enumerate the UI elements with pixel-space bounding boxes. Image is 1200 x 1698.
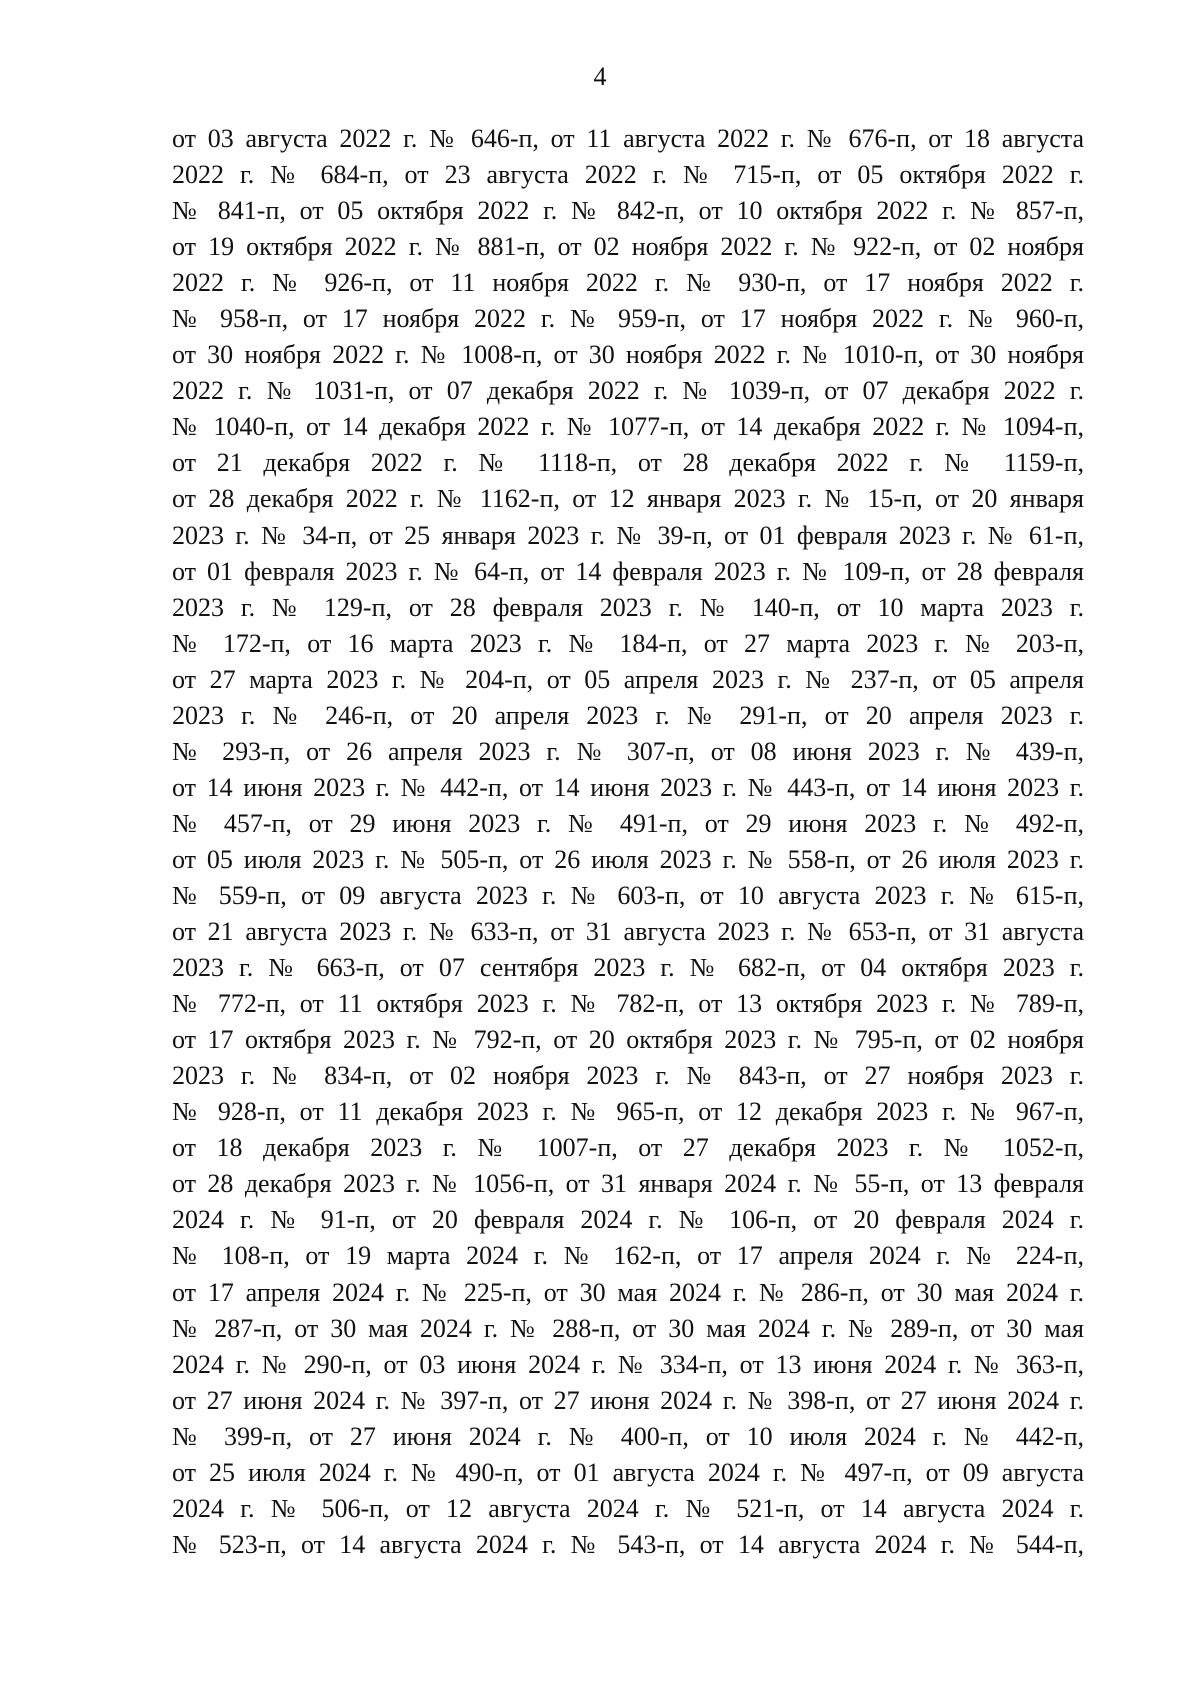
- text-line: № 523-п, от 14 августа 2024 г. № 543-п, от 14 августа 2024 г. № 544-п,: [172, 1529, 1084, 1559]
- text-line: 2023 г. № 129-п, от 28 февраля 2023 г. № 140-п, от 10 марта 2023 г.: [172, 592, 1084, 622]
- text-line: от 27 марта 2023 г. № 204-п, от 05 апреля 2023 г. № 237-п, от 05 апреля: [172, 664, 1084, 694]
- text-line: от 05 июля 2023 г. № 505-п, от 26 июля 2023 г. № 558-п, от 26 июля 2023 г.: [172, 844, 1084, 874]
- text-line: 2022 г. № 926-п, от 11 ноября 2022 г. № 930-п, от 17 ноября 2022 г.: [172, 268, 1084, 298]
- text-line: № 772-п, от 11 октября 2023 г. № 782-п, от 13 октября 2023 г. № 789-п,: [172, 989, 1084, 1019]
- text-line: № 293-п, от 26 апреля 2023 г. № 307-п, от 08 июня 2023 г. № 439-п,: [172, 736, 1084, 766]
- text-line: от 27 июня 2024 г. № 397-п, от 27 июня 2024 г. № 398-п, от 27 июня 2024 г.: [172, 1385, 1084, 1415]
- text-line: № 1040-п, от 14 декабря 2022 г. № 1077-п, от 14 декабря 2022 г. № 1094-п,: [172, 412, 1084, 442]
- text-line: № 928-п, от 11 декабря 2023 г. № 965-п, от 12 декабря 2023 г. № 967-п,: [172, 1097, 1084, 1127]
- text-line: № 841-п, от 05 октября 2022 г. № 842-п, от 10 октября 2022 г. № 857-п,: [172, 196, 1084, 226]
- text-line: от 28 декабря 2023 г. № 1056-п, от 31 января 2024 г. № 55-п, от 13 февраля: [172, 1169, 1084, 1199]
- text-line: от 17 апреля 2024 г. № 225-п, от 30 мая 2024 г. № 286-п, от 30 мая 2024 г.: [172, 1277, 1084, 1307]
- text-line: 2024 г. № 290-п, от 03 июня 2024 г. № 334-п, от 13 июня 2024 г. № 363-п,: [172, 1349, 1084, 1379]
- text-line: 2024 г. № 91-п, от 20 февраля 2024 г. № 106-п, от 20 февраля 2024 г.: [172, 1205, 1084, 1235]
- text-line: № 108-п, от 19 марта 2024 г. № 162-п, от 17 апреля 2024 г. № 224-п,: [172, 1241, 1084, 1271]
- text-line: 2023 г. № 34-п, от 25 января 2023 г. № 39-п, от 01 февраля 2023 г. № 61-п,: [172, 520, 1084, 550]
- text-line: от 01 февраля 2023 г. № 64-п, от 14 февраля 2023 г. № 109-п, от 28 февраля: [172, 556, 1084, 586]
- text-line: 2022 г. № 684-п, от 23 августа 2022 г. № 715-п, от 05 октября 2022 г.: [172, 160, 1084, 190]
- text-line: № 457-п, от 29 июня 2023 г. № 491-п, от 29 июня 2023 г. № 492-п,: [172, 808, 1084, 838]
- text-line: № 287-п, от 30 мая 2024 г. № 288-п, от 30 мая 2024 г. № 289-п, от 30 мая: [172, 1313, 1084, 1343]
- text-line: № 559-п, от 09 августа 2023 г. № 603-п, от 10 августа 2023 г. № 615-п,: [172, 880, 1084, 910]
- text-line: 2022 г. № 1031-п, от 07 декабря 2022 г. № 1039-п, от 07 декабря 2022 г.: [172, 376, 1084, 406]
- body-text: [172, 121, 1084, 1563]
- text-line: от 03 августа 2022 г. № 646-п, от 11 августа 2022 г. № 676-п, от 18 августа: [172, 124, 1084, 153]
- text-line: № 958-п, от 17 ноября 2022 г. № 959-п, от 17 ноября 2022 г. № 960-п,: [172, 304, 1084, 334]
- page-number: 4: [593, 62, 607, 91]
- text-line: № 172-п, от 16 марта 2023 г. № 184-п, от 27 марта 2023 г. № 203-п,: [172, 628, 1084, 658]
- text-line: 2023 г. № 663-п, от 07 сентября 2023 г. № 682-п, от 04 октября 2023 г.: [172, 953, 1084, 983]
- text-line: от 17 октября 2023 г. № 792-п, от 20 октября 2023 г. № 795-п, от 02 ноября: [172, 1025, 1084, 1055]
- text-line: 2023 г. № 246-п, от 20 апреля 2023 г. № 291-п, от 20 апреля 2023 г.: [172, 700, 1084, 730]
- text-line: от 19 октября 2022 г. № 881-п, от 02 ноября 2022 г. № 922-п, от 02 ноября: [172, 232, 1084, 262]
- text-line: 2024 г. № 506-п, от 12 августа 2024 г. № 521-п, от 14 августа 2024 г.: [172, 1493, 1084, 1523]
- text-line: от 21 августа 2023 г. № 633-п, от 31 августа 2023 г. № 653-п, от 31 августа: [172, 917, 1084, 947]
- text-line: от 18 декабря 2023 г. № 1007-п, от 27 декабря 2023 г. № 1052-п,: [172, 1133, 1084, 1163]
- text-line: от 25 июля 2024 г. № 490-п, от 01 августа 2024 г. № 497-п, от 09 августа: [172, 1457, 1084, 1487]
- text-line: № 399-п, от 27 июня 2024 г. № 400-п, от 10 июля 2024 г. № 442-п,: [172, 1421, 1084, 1451]
- text-line: от 28 декабря 2022 г. № 1162-п, от 12 января 2023 г. № 15-п, от 20 января: [172, 484, 1084, 514]
- text-line: 2023 г. № 834-п, от 02 ноября 2023 г. № 843-п, от 27 ноября 2023 г.: [172, 1061, 1084, 1091]
- text-line: от 30 ноября 2022 г. № 1008-п, от 30 ноября 2022 г. № 1010-п, от 30 ноября: [172, 340, 1084, 370]
- text-line: от 21 декабря 2022 г. № 1118-п, от 28 декабря 2022 г. № 1159-п,: [172, 448, 1084, 478]
- text-line: от 14 июня 2023 г. № 442-п, от 14 июня 2023 г. № 443-п, от 14 июня 2023 г.: [172, 772, 1084, 802]
